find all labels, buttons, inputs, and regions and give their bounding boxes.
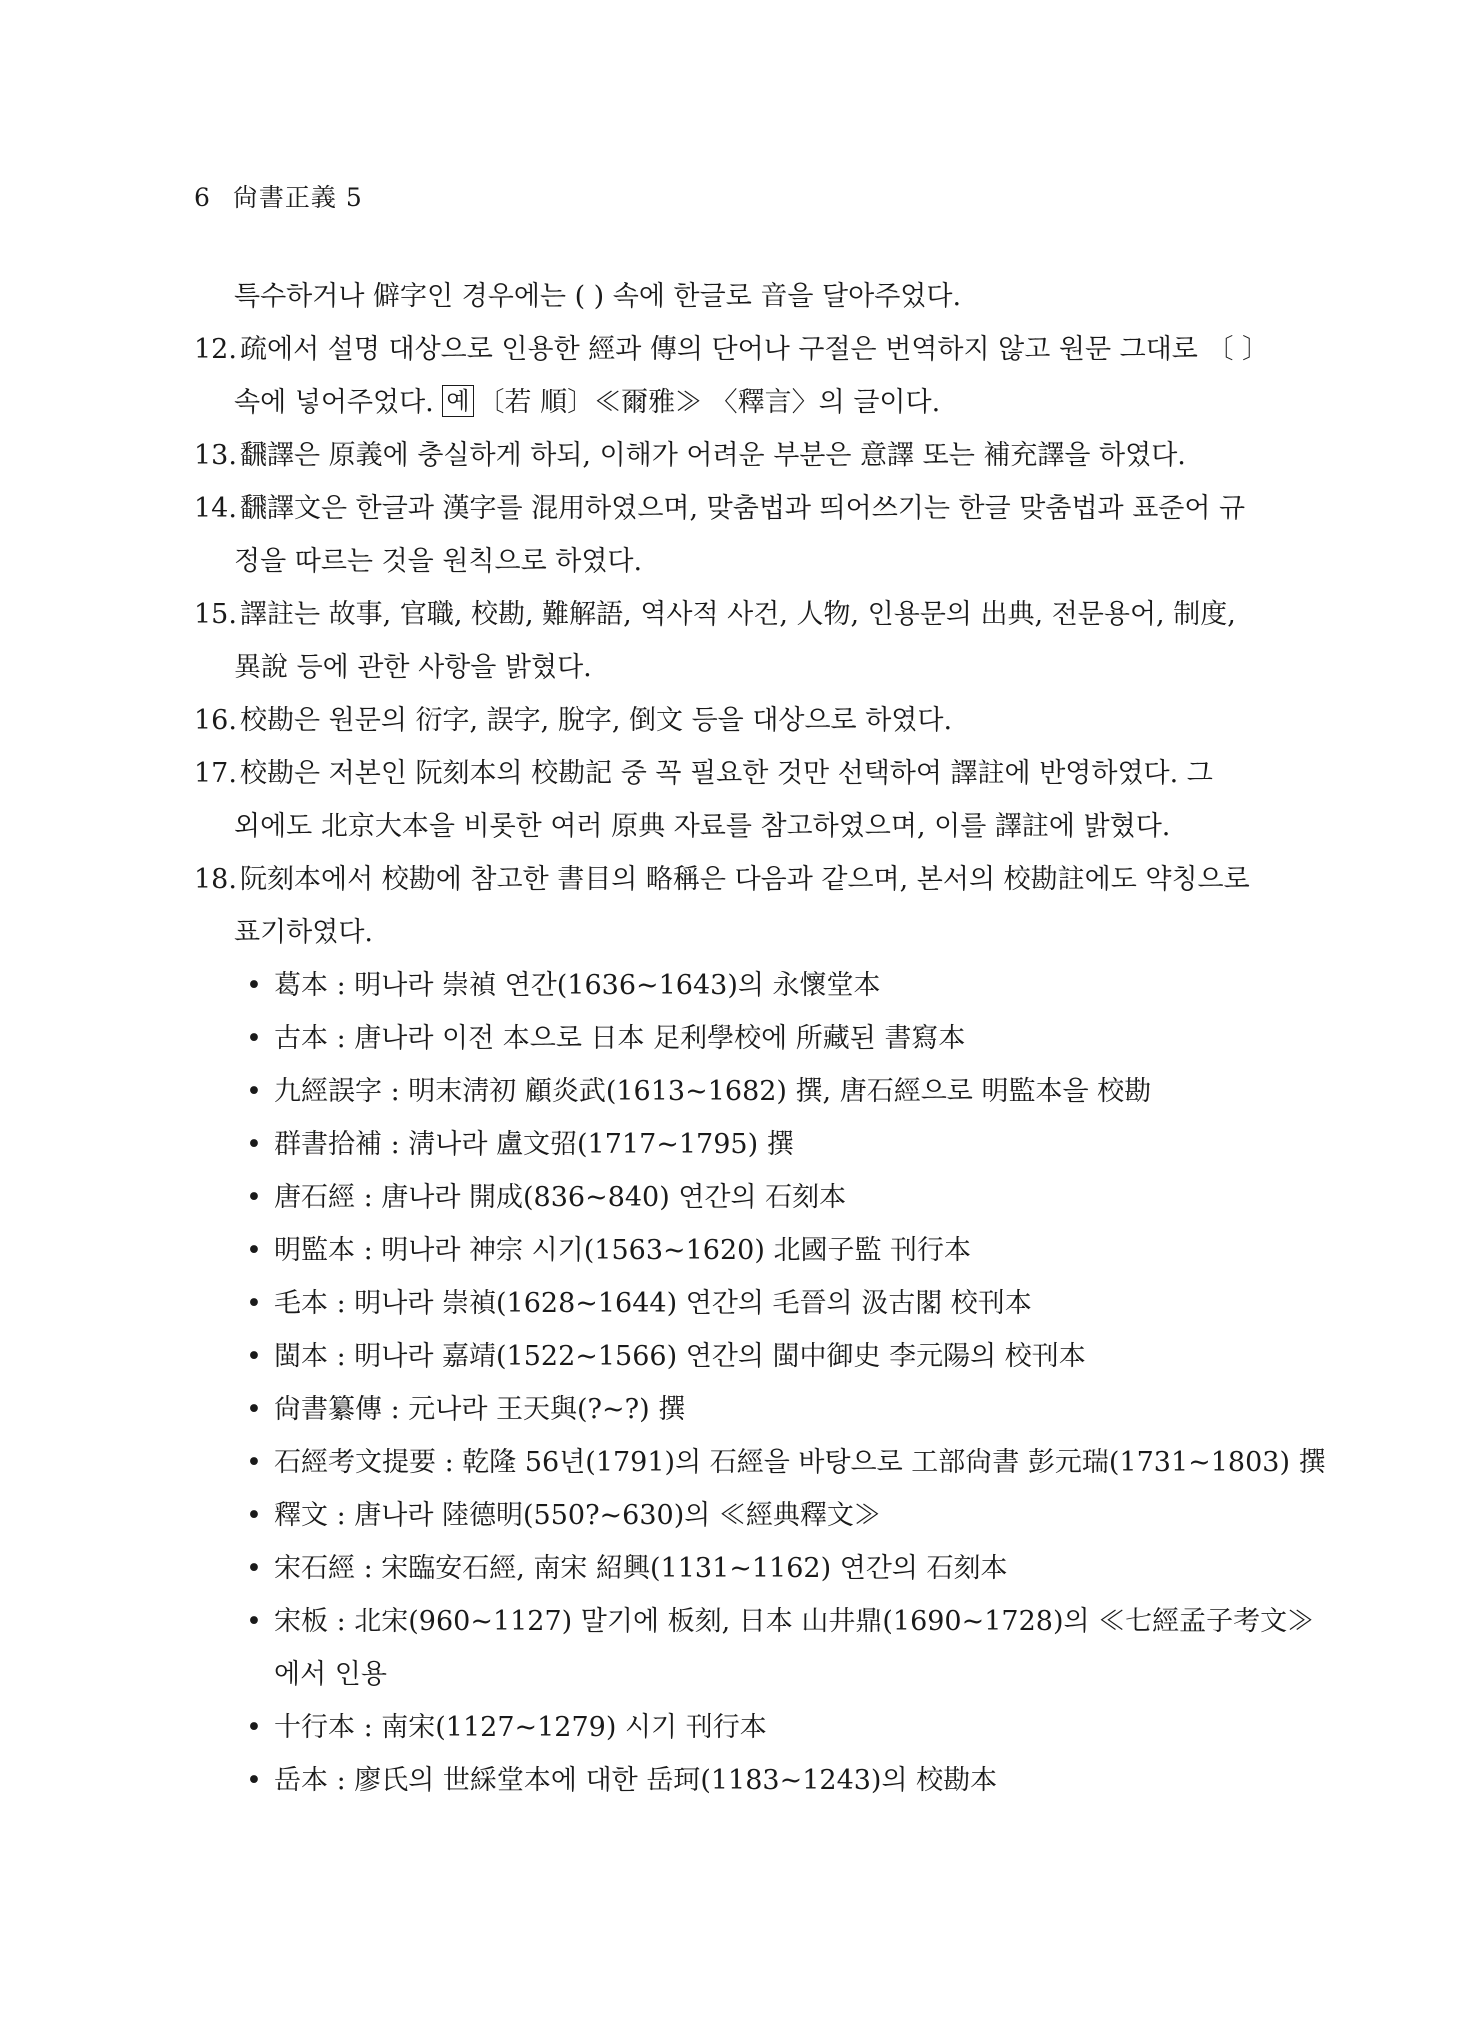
bullet-text: 十行本 : 南宋(1127~1279) 시기 刊行本 — [274, 1712, 767, 1743]
bullet-text: 毛本 : 明나라 崇禎(1628~1644) 연간의 毛晉의 汲古閣 校刊本 — [274, 1288, 1032, 1319]
list-item-16 — [194, 694, 1300, 747]
list-item-12-continuation — [194, 376, 1300, 429]
item-text: 〔若 順〕≪爾雅≫ 〈釋言〉의 글이다. — [477, 387, 941, 418]
bullet-marker: • — [246, 1394, 262, 1425]
bullet-marker: • — [246, 1076, 262, 1107]
bullet-item-mobon — [194, 1277, 1300, 1330]
bullet-item-minbon — [194, 1330, 1300, 1383]
bullet-item-gebon — [194, 959, 1300, 1012]
bullet-text: 唐石經 : 唐나라 開成(836~840) 연간의 石刻本 — [274, 1182, 847, 1213]
list-item-18-continuation: 표기하였다. — [234, 917, 373, 948]
bullet-marker: • — [246, 1341, 262, 1372]
bullet-marker: • — [246, 1447, 262, 1478]
bullet-marker: • — [246, 1235, 262, 1266]
bullet-text: 尙書纂傳 : 元나라 王天與(?~?) 撰 — [274, 1394, 686, 1425]
bullet-item-songpan-continuation: 에서 인용 — [274, 1659, 387, 1690]
bullet-text: 明監本 : 明나라 神宗 시기(1563~1620) 北國子監 刊行本 — [274, 1235, 972, 1266]
bullet-item-seokgyeong-gomun-jeyo — [194, 1436, 1326, 1489]
bullet-marker: • — [246, 1288, 262, 1319]
list-item-12 — [194, 323, 1300, 376]
book-title: 尙書正義 5 — [232, 183, 363, 212]
bullet-item-gunseo-seupbo — [194, 1118, 1300, 1171]
body-text — [194, 270, 1326, 1807]
item-text: 校勘은 저본인 阮刻本의 校勘記 중 꼭 필요한 것만 선택하여 譯註에 반영하였다. 그 — [240, 758, 1213, 789]
bullet-marker: • — [246, 1553, 262, 1584]
bullet-item-gugyeong-ocha — [194, 1065, 1300, 1118]
bullet-item-dang-seokgyeong — [194, 1171, 1300, 1224]
item-number: 13. — [194, 440, 237, 471]
item-text: 飜譯은 原義에 충실하게 하되, 이해가 어려운 부분은 意譯 또는 補充譯을 하였다. — [240, 440, 1186, 471]
bullet-text: 葛本 : 明나라 崇禎 연간(1636~1643)의 永懷堂本 — [274, 970, 881, 1001]
bullet-marker: • — [246, 1182, 262, 1213]
example-box-label: 예 — [442, 385, 473, 417]
bullet-text: 石經考文提要 : 乾隆 56년(1791)의 石經을 바탕으로 工部尙書 彭元瑞(1731~1803) 撰 — [274, 1447, 1326, 1478]
list-item-15 — [194, 588, 1300, 641]
bullet-item-song-seokgyeong — [194, 1542, 1300, 1595]
bullet-item-akbon — [194, 1754, 1300, 1807]
bullet-text: 閩本 : 明나라 嘉靖(1522~1566) 연간의 閩中御史 李元陽의 校刊本 — [274, 1341, 1086, 1372]
item-text: 속에 넣어주었다. — [234, 387, 443, 418]
bullet-text: 九經誤字 : 明末淸初 顧炎武(1613~1682) 撰, 唐石經으로 明監本을 校勘 — [274, 1076, 1152, 1107]
item-number: 16. — [194, 705, 237, 736]
bullet-item-siphaengbon — [194, 1701, 1300, 1754]
bullet-item-sangseo-chanjeon — [194, 1383, 1300, 1436]
item-number: 12. — [194, 334, 237, 365]
item-number: 14. — [194, 493, 237, 524]
item-number: 15. — [194, 599, 237, 630]
running-header — [194, 178, 363, 214]
list-item-17-continuation: 외에도 北京大本을 비롯한 여러 原典 자료를 참고하였으며, 이를 譯註에 밝혔다. — [234, 811, 1171, 842]
bullet-text: 岳本 : 廖氏의 世綵堂本에 대한 岳珂(1183~1243)의 校勘本 — [274, 1765, 998, 1796]
item-text: 阮刻本에서 校勘에 참고한 書目의 略稱은 다음과 같으며, 본서의 校勘註에도 약칭으로 — [240, 864, 1250, 895]
intro-continuation-line: 특수하거나 僻字인 경우에는 ( ) 속에 한글로 音을 달아주었다. — [234, 281, 962, 312]
item-text: 飜譯文은 한글과 漢字를 混用하였으며, 맞춤법과 띄어쓰기는 한글 맞춤법과 표준어 규 — [240, 493, 1246, 524]
bullet-marker: • — [246, 1500, 262, 1531]
bullet-marker: • — [246, 1765, 262, 1796]
list-item-18 — [194, 853, 1300, 906]
bullet-marker: • — [246, 1712, 262, 1743]
bullet-marker: • — [246, 1129, 262, 1160]
bullet-marker: • — [246, 1023, 262, 1054]
bullet-text: 宋板 : 北宋(960~1127) 말기에 板刻, 日本 山井鼎(1690~1728)의 ≪七經孟子考文≫ — [274, 1606, 1315, 1637]
list-item-15-continuation: 異說 등에 관한 사항을 밝혔다. — [234, 652, 592, 683]
bullet-text: 群書拾補 : 淸나라 盧文弨(1717~1795) 撰 — [274, 1129, 794, 1160]
item-number: 18. — [194, 864, 237, 895]
bullet-item-songpan — [194, 1595, 1315, 1648]
list-item-14 — [194, 482, 1300, 535]
list-item-17 — [194, 747, 1300, 800]
bullet-marker: • — [246, 970, 262, 1001]
list-item-14-continuation: 정을 따르는 것을 원칙으로 하였다. — [234, 546, 643, 577]
bullet-item-seokmun — [194, 1489, 1300, 1542]
bullet-item-gobon — [194, 1012, 1300, 1065]
bullet-marker: • — [246, 1606, 262, 1637]
bullet-text: 宋石經 : 宋臨安石經, 南宋 紹興(1131~1162) 연간의 石刻本 — [274, 1553, 1008, 1584]
bullet-text: 釋文 : 唐나라 陸德明(550?~630)의 ≪經典釋文≫ — [274, 1500, 881, 1531]
bullet-text: 古本 : 唐나라 이전 本으로 日本 足利學校에 所藏된 書寫本 — [274, 1023, 966, 1054]
page-number: 6 — [194, 183, 211, 212]
item-text: 校勘은 원문의 衍字, 誤字, 脫字, 倒文 등을 대상으로 하였다. — [240, 705, 953, 736]
item-text: 疏에서 설명 대상으로 인용한 經과 傳의 단어나 구절은 번역하지 않고 원문 그대로 〔 〕 — [240, 334, 1270, 365]
item-number: 17. — [194, 758, 237, 789]
item-text: 譯註는 故事, 官職, 校勘, 難解語, 역사적 사건, 人物, 인용문의 出典, 전문용어, 制度, — [240, 599, 1236, 630]
bullet-item-myeonggambon — [194, 1224, 1300, 1277]
list-item-13 — [194, 429, 1300, 482]
